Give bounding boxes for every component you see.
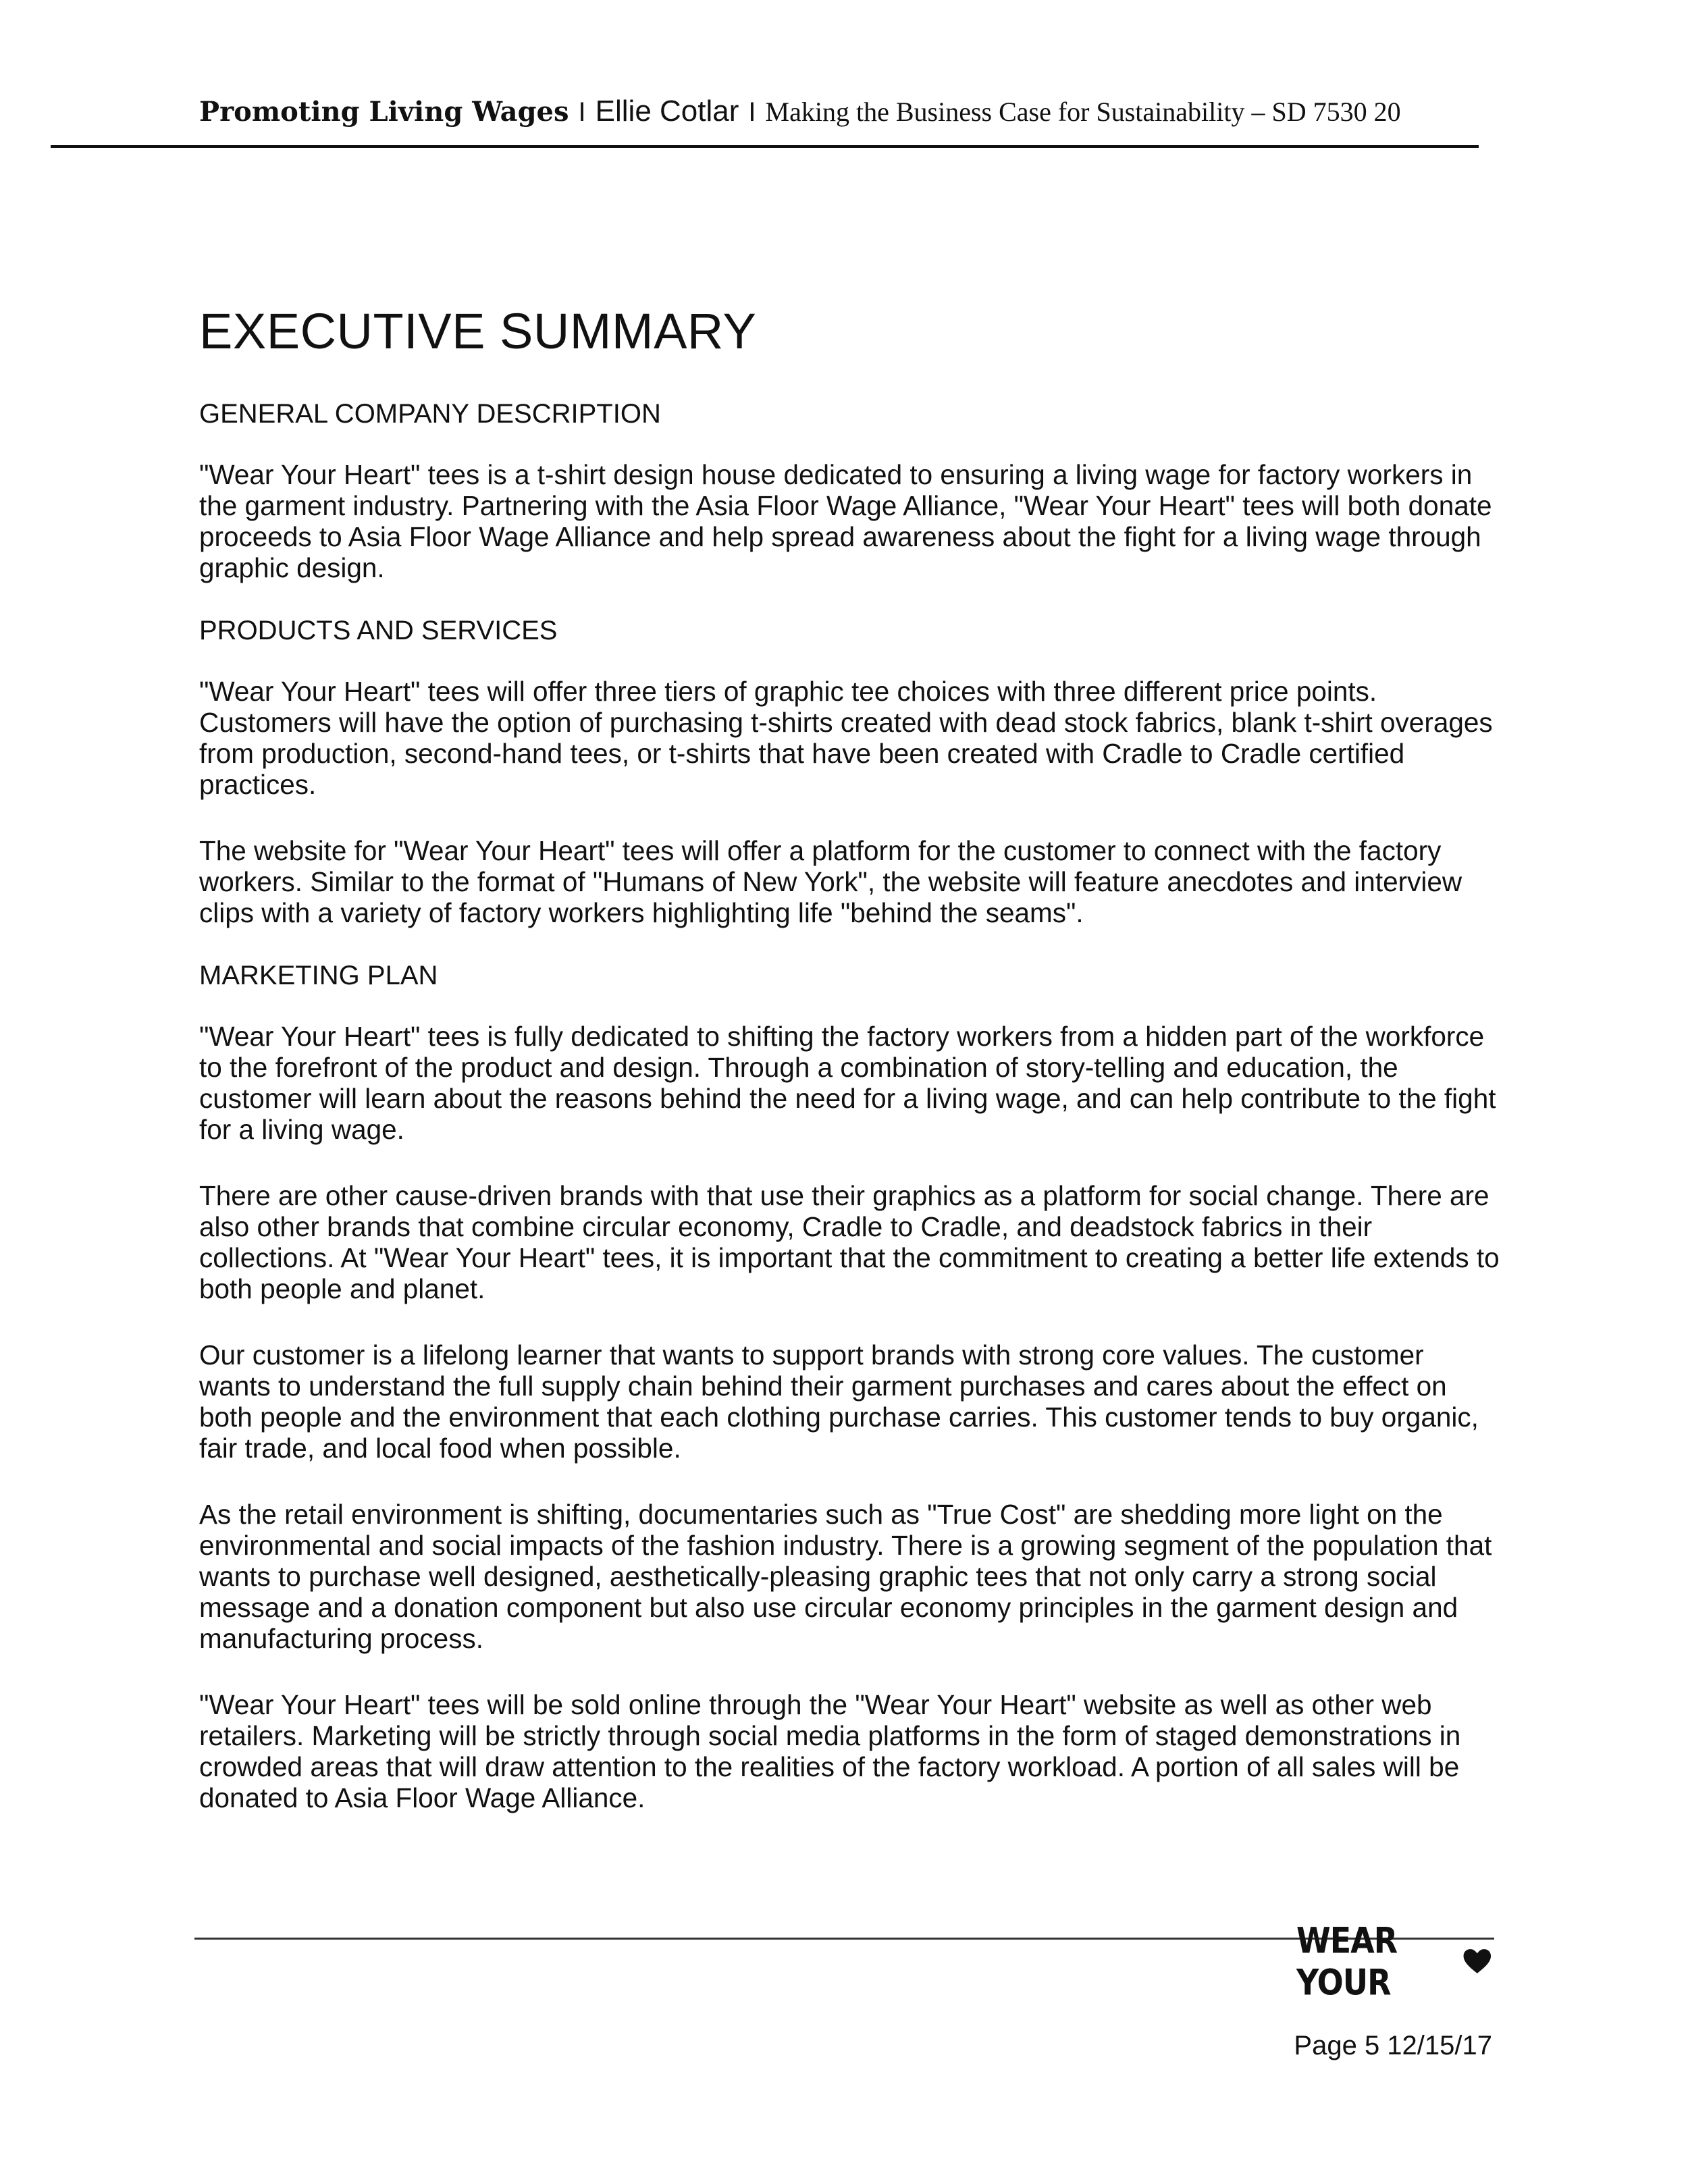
header-separator: I <box>578 97 586 127</box>
paragraph: "Wear Your Heart" tees is a t-shirt design house dedicated to ensuring a living wage for factory workers in the garment industry. Partnering with the Asia Floor Wage Alliance, "Wear Your Heart" tees will both donate proceeds to Asia Floor Wage Alliance and help spread awareness about the fight for a living wage through graphic design. <box>199 459 1492 584</box>
heart-icon <box>1462 1944 1492 1978</box>
header-title: Promoting Living Wages <box>199 96 569 128</box>
header-course: Making the Business Case for Sustainability – SD 7530 20 <box>765 97 1401 127</box>
page-number: Page 5 12/15/17 <box>1294 2031 1492 2060</box>
header-divider <box>51 145 1479 148</box>
paragraph: Our customer is a lifelong learner that wants to support brands with strong core values. The customer wants to understand the full supply chain behind their garment purchases and cares about the effect on both people and the environment that each clothing purchase carries. This customer tends to buy organic, fair trade, and local food when possible. <box>199 1339 1479 1464</box>
page-header <box>199 95 1482 128</box>
header-separator: I <box>748 97 756 127</box>
brand-logo <box>1296 1919 1492 2004</box>
paragraph: The website for "Wear Your Heart" tees will offer a platform for the customer to connect with the factory workers. Similar to the format of "Humans of New York", the website will feature anecdotes and interview clips with a variety of factory workers highlighting life "behind the seams". <box>199 835 1462 929</box>
page-title: EXECUTIVE SUMMARY <box>199 303 757 359</box>
paragraph: "Wear Your Heart" tees will offer three tiers of graphic tee choices with three different price points. Customers will have the option of purchasing t-shirts created with dead stock fabrics, blank t-shirt overages from production, second-hand tees, or t-shirts that have been created with Cradle to Cradle certified practices. <box>199 676 1493 801</box>
paragraph: "Wear Your Heart" tees will be sold online through the "Wear Your Heart" website as well as other web retailers. Marketing will be strictly through social media platforms in the form of staged demonstrations in crowded areas that will draw attention to the realities of the factory workload. A portion of all sales will be donated to Asia Floor Wage Alliance. <box>199 1689 1461 1814</box>
paragraph: As the retail environment is shifting, documentaries such as "True Cost" are shedding more light on the environmental and social impacts of the fashion industry. There is a growing segment of the population that wants to purchase well designed, aesthetically-pleasing graphic tees that not only carry a strong social message and a donation component but also use circular economy principles in the garment design and manufacturing process. <box>199 1499 1492 1655</box>
paragraph: "Wear Your Heart" tees is fully dedicated to shifting the factory workers from a hidden part of the workforce to the forefront of the product and design. Through a combination of story-telling and education, the customer will learn about the reasons behind the need for a living wage, and can help contribute to the fight for a living wage. <box>199 1021 1496 1146</box>
section-heading-products: PRODUCTS AND SERVICES <box>199 616 558 646</box>
document-body <box>199 304 1502 1813</box>
logo-text: WEAR YOUR <box>1296 1919 1398 2004</box>
header-author: Ellie Cotlar <box>595 95 739 128</box>
paragraph: There are other cause-driven brands with that use their graphics as a platform for social change. There are also other brands that combine circular economy, Cradle to Cradle, and deadstock fabrics in their collections. At "Wear Your Heart" tees, it is important that the commitment to creating a better life extends to both people and planet. <box>199 1180 1500 1305</box>
section-heading-marketing: MARKETING PLAN <box>199 961 438 991</box>
section-heading-company: GENERAL COMPANY DESCRIPTION <box>199 399 661 429</box>
